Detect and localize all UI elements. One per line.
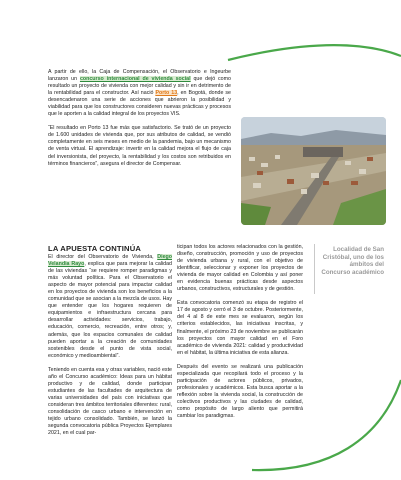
concurso-link[interactable]: concurso internacional de vivienda social xyxy=(79,76,191,83)
column-2 xyxy=(177,244,303,420)
column-1-paragraph-1: El director del Observatorio de Vivienda, Diego Velandia Rayo, explica que para mejorar la calidad de las viviendas “se requiere romper paradigmas y más voluntad política. Para el Observatorio el aspecto de mayor potencial para impactar calidad en los proyectos de vivienda son los beneficios a la comunidad que se asocian a la mezcla de usos. Hay que entender que los hogares requieren de equipamientos e infraestructura cercana para desarrollar actividades: servicios, trabajo, educación, comercio, recreación, entre otros; y, además, que los espacios comunales de calidad pueden aportar a la creación de comunidades sostenibles desde el punto de vista social, económico y medioambiental”. xyxy=(48,254,172,359)
intro-text xyxy=(48,69,231,168)
column-2-paragraph-1: ticipan todos los actores relacionados con la gestión, diseño, construcción, promoción y uso de proyectos de vivienda urbana y rural, con el objetivo de identificar, seleccionar y exponer los proyectos de vivienda de mayor calidad en Colombia y así poner en evidencia buenas prácticas desde aspectos urbanos, constructivos, estructurales y de gestión. xyxy=(177,244,303,293)
photo-caption: Localidad de San Cristóbal, uno de los ámbitos del Concurso académico xyxy=(321,246,384,276)
porto-13-link[interactable]: Porto 13 xyxy=(155,90,178,97)
column-2-paragraph-2: Esta convocatoria comenzó su etapa de registro el 17 de agosto y cerró el 3 de octubre. Posteriormente, del 4 al 8 de este mes se evaluaron, según los criterios establecidos, las iniciativas inscritas, y finalmente, el próximo 23 de noviembre se publicarán los proyectos con mayor calidad en el Foro académico de vivienda 2021: calidad y productividad en el hábitat, la última iniciativa de esta alianza. xyxy=(177,300,303,356)
column-1-paragraph-2: Teniendo en cuenta esa y otras variables, nació este año el Concurso académico: Ideas para un hábitat productivo y de calidad, donde participan estudiantes de las facultades de arquitectura de varias universidades del país con iniciativas que consideran tres ámbitos territoriales diferentes: rural, consolidación de casco urbano e intervención en tejido urbano consolidado. También, se lanzó la segunda convocatoria pública Proyectos Ejemplares 2021, en el cual par- xyxy=(48,366,172,437)
section-heading: LA APUESTA CONTINÚA xyxy=(48,244,142,253)
intro-paragraph-2: “El resultado en Porto 13 fue más que satisfactorio. Se trató de un proyecto de 1.600 unidades de vivienda que, por sus atributos de calidad, se vendió completamente en seis meses en medio de la pandemia, bajo un mecanismo de venta virtual. El aprendizaje: invertir en la calidad mejora el flujo de caja del inversionista, del proyecto, la rentabilidad y los costos son retribuidos en términos financieros”, asegura el director de Compensar. xyxy=(48,125,231,167)
sidebar-divider xyxy=(314,244,315,294)
city-aerial-photo xyxy=(241,117,386,225)
column-1 xyxy=(48,254,172,437)
intro-paragraph-1: A partir de ello, la Caja de Compensación, el Observatorio e Ingeurbe lanzaron un concurso internacional de vivienda social que dejó como resultado un proyecto de vivienda con mejor calidad y sin ir en detrimento de la rentabilidad para el constructor. Así nació Porto 13, en Bogotá, donde se desencadenaron una serie de acciones que abrieron la posibilidad y viabilidad para que los constructores consideren nuevas prácticas y procesos que le aporten a la calidad integral de los proyectos VIS. xyxy=(48,69,231,118)
column-2-paragraph-3: Después del evento se realizará una publicación especializada que recopilará todo el proceso y la participación de actores públicos, privados, profesionales y académicos. Esta busca aportar a la reflexión sobre la vivienda social, la construcción de colectivos productivos y las ciudades de calidad, como propósito de largo aliento que permitirá cambiar los paradigmas. xyxy=(177,363,303,420)
diego-velandia-link[interactable]: Diego Velandia Rayo xyxy=(48,254,172,268)
